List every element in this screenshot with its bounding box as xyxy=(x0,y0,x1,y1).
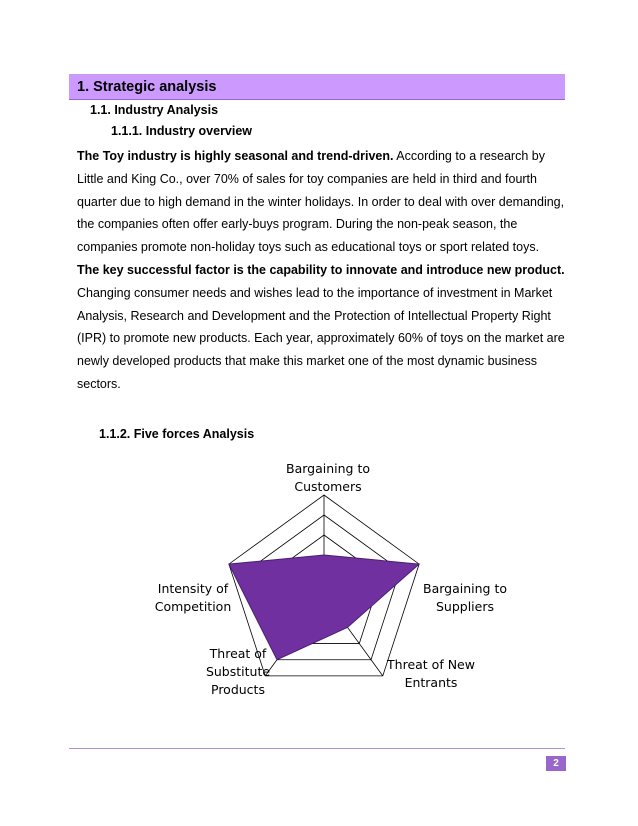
radar-axis-label-5: Intensity of Competition xyxy=(154,581,232,614)
paragraph-innovation-lead: The key successful factor is the capability to innovate and introduce new product. xyxy=(77,263,565,277)
heading-five-forces: 1.1.2. Five forces Analysis xyxy=(99,427,255,441)
radar-axis-label-4: Threat of Substitute Products xyxy=(205,646,271,697)
paragraph-innovation-body: Changing consumer needs and wishes lead to the importance of investment in Market Analysis, Research and Development and the Protection of Intellectual Property Right (IPR) to promote new products. Each year, approximately 60% of toys on the market are newly developed products that make this market one of the most dynamic business sectors. xyxy=(77,285,565,391)
paragraph-seasonality xyxy=(77,145,567,259)
paragraph-innovation xyxy=(77,259,567,396)
radar-axis-label-3: Threat of New Entrants xyxy=(387,657,475,690)
radar-data-area xyxy=(229,555,419,660)
five-forces-radar-chart xyxy=(0,440,638,720)
heading-strategic-analysis: 1. Strategic analysis xyxy=(69,74,565,100)
page-number: 2 xyxy=(546,756,566,771)
radar-axis-label-1: Bargaining to Customers xyxy=(286,461,370,494)
heading-industry-overview: 1.1.1. Industry overview xyxy=(111,124,253,138)
radar-axis-label-2: Bargaining to Suppliers xyxy=(423,581,507,614)
heading-industry-analysis: 1.1. Industry Analysis xyxy=(90,103,219,117)
paragraph-seasonality-lead: The Toy industry is highly seasonal and trend-driven. xyxy=(77,149,394,163)
paragraph-seasonality-body: According to a research by Little and King Co., over 70% of sales for toy companies are held in third and fourth quarter due to high demand in the winter holidays. In order to deal with over demanding, the companies often offer early-buys program. During the non-peak season, the companies promote non-holiday toys such as educational toys or sport related toys. xyxy=(77,149,565,255)
footer-divider xyxy=(69,748,565,749)
